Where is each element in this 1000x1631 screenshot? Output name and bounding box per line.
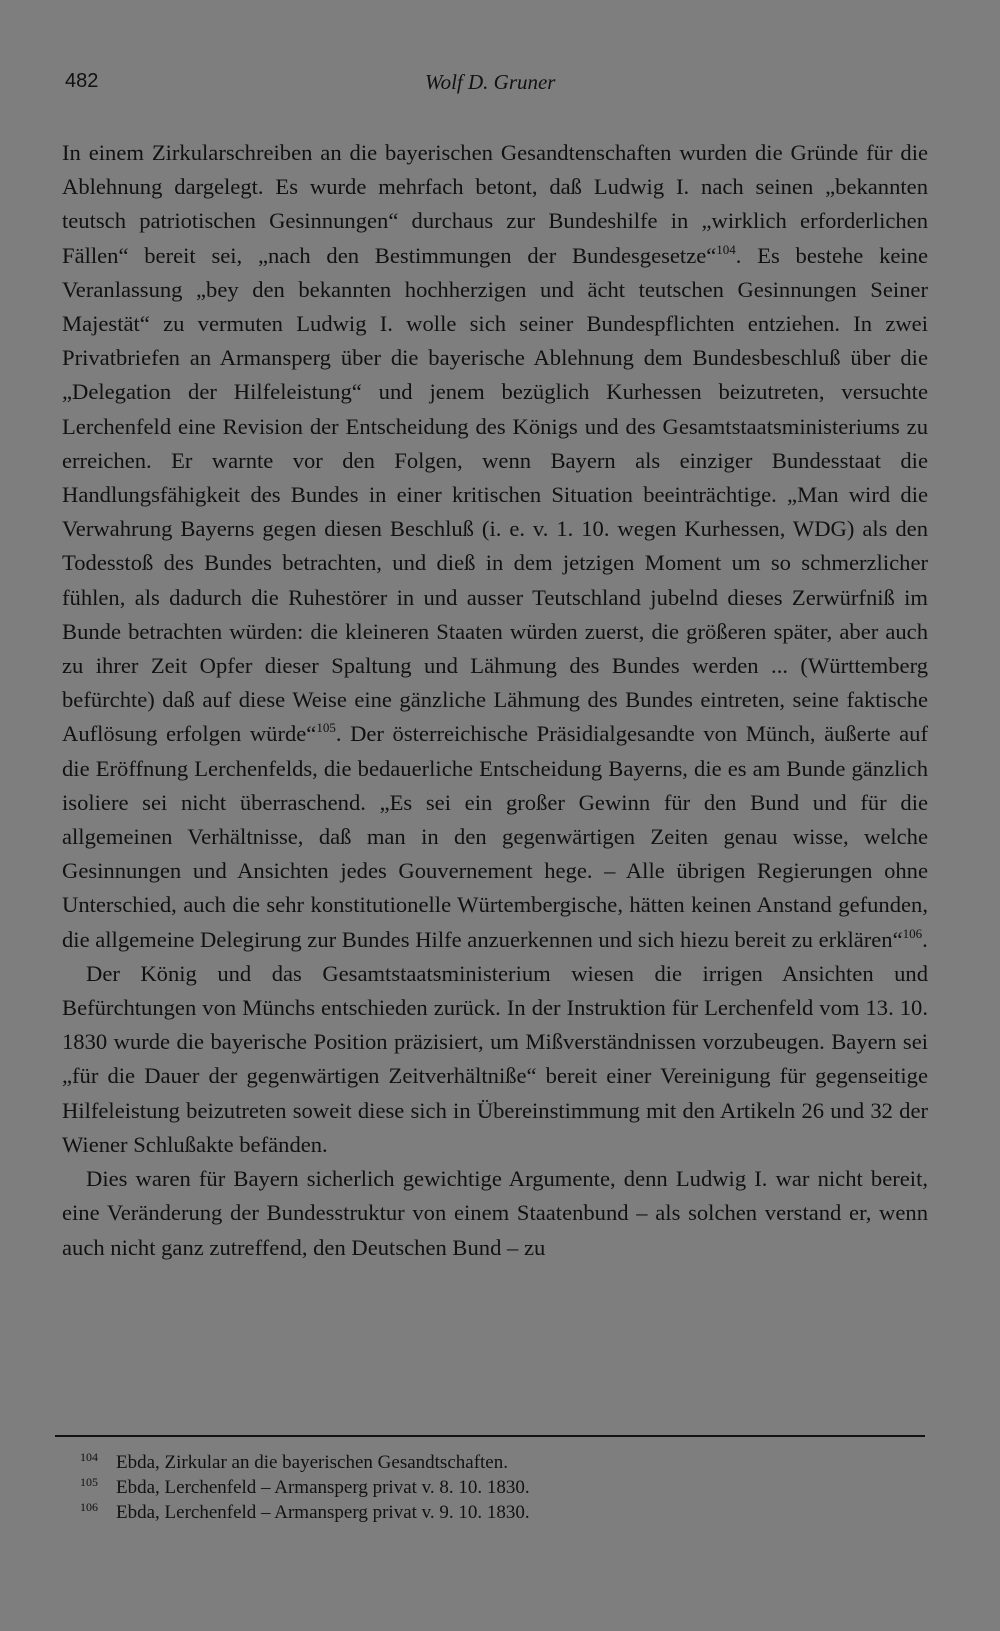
running-head-author: Wolf D. Gruner bbox=[425, 70, 556, 94]
footnotes bbox=[80, 1450, 920, 1525]
footnote-divider bbox=[55, 1435, 925, 1437]
page-header bbox=[65, 70, 925, 100]
footnote-text: Ebda, Lerchenfeld – Armansperg privat v. 8. 10. 1830. bbox=[116, 1477, 530, 1498]
footnote-106: 106 Ebda, Lerchenfeld – Armansperg privat v. 9. 10. 1830. bbox=[80, 1500, 530, 1523]
footnote-text: Ebda, Zirkular an die bayerischen Gesandtschaften. bbox=[116, 1452, 508, 1473]
footnote-105: 105 Ebda, Lerchenfeld – Armansperg privat v. 8. 10. 1830. bbox=[80, 1475, 530, 1498]
footnote-ref-106: 106 bbox=[902, 925, 923, 941]
body-text bbox=[62, 136, 928, 1265]
paragraph-2: Der König und das Gesamtstaatsministerium wiesen die irrigen Ansichten und Befürchtungen von Münchs entschieden zurück. In der Instruktion für Lerchenfeld vom 13. 10. 1830 wurde die bayerische Position präzisiert, um Mißverständnissen vorzubeugen. Bayern sei „für die Dauer der gegenwärtigen Zeitverhältniße“ bereit einer Vereinigung für gegenseitige Hilfeleistung beizutreten soweit diese sich in Übereinstimmung mit den Artikeln 26 und 32 der Wiener Schlußakte befänden. bbox=[62, 960, 928, 1157]
footnote-104: 104 Ebda, Zirkular an die bayerischen Gesandtschaften. bbox=[80, 1450, 508, 1473]
footnote-ref-104: 104 bbox=[716, 241, 736, 257]
paragraph-3: Dies waren für Bayern sicherlich gewichtige Argumente, denn Ludwig I. war nicht bereit, eine Veränderung der Bundesstruktur von einem Staatenbund – als solchen verstand er, wenn auch nicht ganz zutreffend, den Deutschen Bund – zu bbox=[62, 1166, 928, 1260]
footnote-ref-105: 105 bbox=[316, 720, 336, 736]
footnote-text: Ebda, Lerchenfeld – Armansperg privat v. 9. 10. 1830. bbox=[116, 1502, 530, 1523]
paragraph-1-part-1: In einem Zirkularschreiben an die bayerischen Gesandtenschaften wurden die Gründe für die Ablehnung dargelegt. Es wurde mehrfach betont, daß Ludwig I. nach seinen „bekannten teutsch patriotischen Gesinnungen“ durchaus zur Bundeshilfe in „wirklich erforderlichen Fällen“ bereit sei, „nach den Bestimmungen der Bundesgesetze“ bbox=[62, 140, 928, 268]
paragraph-1 bbox=[62, 136, 928, 957]
paragraph-1-part-4: . bbox=[922, 926, 928, 952]
paragraph-1-part-3: . Der österreichische Präsidialgesandte von Münch, äußerte auf die Eröffnung Lerchenfelds, die bedauerliche Entscheidung Bayerns, die es am Bunde gänzlich isoliere sei nicht überraschend. „Es sei ein großer Gewinn für den Bund und für die allgemeinen Verhältnisse, daß man in den gegenwärtigen Zeiten genau wisse, welche Gesinnungen und Ansichten jedes Gouvernement hege. – Alle übrigen Regierungen ohne Unterschied, auch die sehr konstitutionelle Würtembergische, hätten keinen Anstand gefunden, die allgemeine Delegirung zur Bundes Hilfe anzuerkennen und sich hiezu bereit zu erklären“ bbox=[62, 721, 928, 952]
page-number: 482 bbox=[65, 70, 99, 92]
paragraph-1-part-2: . Es bestehe keine Veranlassung „bey den bekannten hochherzigen und ächt teutschen Gesinnungen Seiner Majestät“ zu vermuten Ludwig I. wolle sich seiner Bundespflichten entziehen. In zwei Privatbriefen an Armansperg über die bayerische Ablehnung dem Bundesbeschluß über die „Delegation der Hilfeleistung“ und jenem bezüglich Kurhessen beizutreten, versuchte Lerchenfeld eine Revision der Entscheidung des Königs und des Gesamtstaatsministeriums zu erreichen. Er warnte vor den Folgen, wenn Bayern als einziger Bundesstaat die Handlungsfähigkeit des Bundes in einer kritischen Situation beeinträchtige. „Man wird die Verwahrung Bayerns gegen diesen Beschluß (i. e. v. 1. 10. wegen Kurhessen, WDG) als den Todesstoß des Bundes betrachten, und dieß in dem jetzigen Moment um so schmerzlicher fühlen, als dadurch die Ruhestörer in und ausser Teutschland jubelnd dieses Zerwürfniß im Bunde betrachten würden: die kleineren Staaten würden zuerst, die größeren später, aber auch zu ihrer Zeit Opfer dieser Spaltung und Lähmung des Bundes werden ... (Württemberg befürchte) daß auf diese Weise eine gänzliche Lähmung des Bundes eintreten, seine faktische Auflösung erfolgen würde“ bbox=[62, 242, 928, 747]
